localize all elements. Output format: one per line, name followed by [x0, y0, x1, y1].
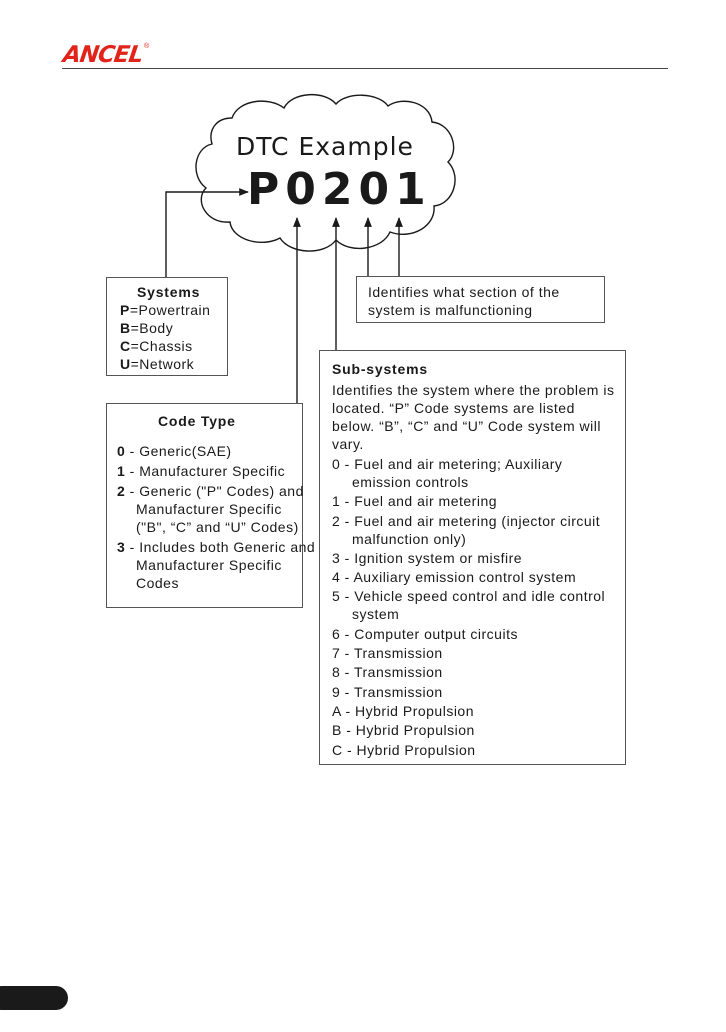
identifies-box: [356, 276, 605, 323]
systems-item: C=Chassis: [120, 338, 193, 354]
code-type-item: 1 - Manufacturer Specific: [117, 463, 286, 479]
sub-systems-item: 6 - Computer output circuits: [332, 625, 518, 642]
sub-systems-title: Sub-systems: [332, 361, 428, 377]
code-type-box: [106, 403, 316, 608]
code-type-item: 3 - Includes both Generic and Manufacturer Specific Codes: [117, 539, 316, 591]
code-type-item: 2 - Generic ("P" Codes) and Manufacturer Specific ("B", “C” and “U” Codes): [117, 483, 304, 535]
sub-systems-intro: Identifies the system where the problem is located. “P” Code systems are listed below. “B”, “C” and “U” Code system will vary.: [332, 382, 615, 452]
sub-systems-item: 1 - Fuel and air metering: [332, 493, 498, 510]
sub-systems-item: 9 - Transmission: [332, 683, 443, 700]
sub-systems-item: 0 - Fuel and air metering; Auxiliary emission controls: [332, 456, 563, 490]
sub-systems-item: C - Hybrid Propulsion: [332, 741, 476, 758]
dtc-example-title: DTC Example: [236, 132, 414, 161]
sub-systems-item: B - Hybrid Propulsion: [332, 722, 475, 739]
systems-title: Systems: [137, 284, 201, 300]
systems-item: U=Network: [120, 356, 195, 372]
brand-logo: ANCEL: [61, 42, 145, 68]
systems-item: B=Body: [120, 320, 174, 336]
systems-box: [106, 277, 228, 376]
systems-item: P=Powertrain: [120, 302, 211, 318]
sub-systems-item: 8 - Transmission: [332, 664, 443, 681]
sub-systems-item: 5 - Vehicle speed control and idle control system: [332, 588, 606, 623]
registered-mark: ®: [144, 43, 150, 50]
identifies-text: Identifies what section of the system is malfunctioning: [368, 284, 560, 318]
code-type-title: Code Type: [158, 413, 236, 429]
sub-systems-item: A - Hybrid Propulsion: [332, 702, 475, 719]
sub-systems-item: 7 - Transmission: [332, 645, 443, 662]
page-tab: [0, 986, 68, 1010]
sub-systems-item: 3 - Ignition system or misfire: [332, 549, 523, 566]
sub-systems-box: [319, 350, 626, 765]
dtc-example-code: P0201: [247, 164, 432, 215]
code-type-item: 0 - Generic(SAE): [117, 443, 232, 459]
sub-systems-item: 2 - Fuel and air metering (injector circuit malfunction only): [332, 512, 601, 547]
sub-systems-item: 4 - Auxiliary emission control system: [332, 569, 577, 586]
